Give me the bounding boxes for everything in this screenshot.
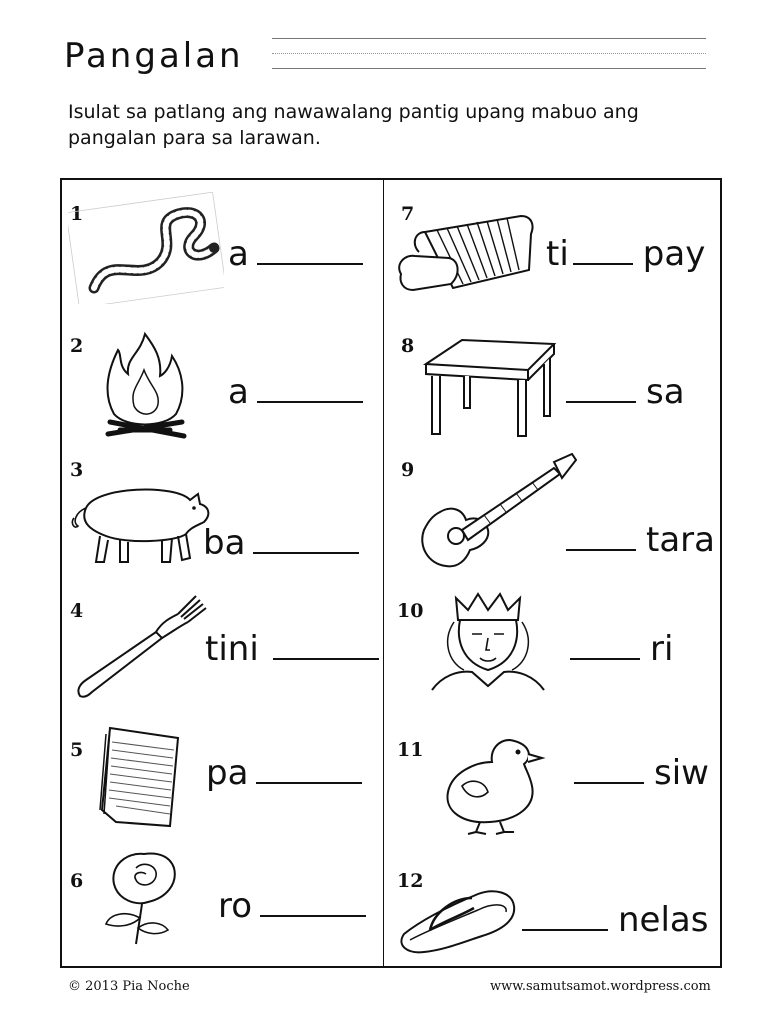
slipper-icon xyxy=(394,882,520,956)
item-1-word: a xyxy=(228,234,363,274)
item-8-word: sa xyxy=(566,372,685,412)
item-number: 4 xyxy=(70,600,84,622)
paper-icon xyxy=(96,722,188,832)
answer-blank[interactable] xyxy=(566,373,636,403)
answer-blank[interactable] xyxy=(566,521,636,551)
name-writing-lines[interactable] xyxy=(272,38,706,69)
answer-blank[interactable] xyxy=(573,235,633,265)
item-number: 6 xyxy=(70,870,84,892)
answer-blank[interactable] xyxy=(574,754,644,784)
item-number: 3 xyxy=(70,459,84,481)
snake-icon xyxy=(68,192,224,304)
fire-icon xyxy=(100,330,190,446)
item-12-word: nelas xyxy=(522,900,708,940)
answer-blank[interactable] xyxy=(256,754,362,784)
answer-blank[interactable] xyxy=(273,630,379,660)
item-number: 8 xyxy=(401,335,415,357)
answer-blank[interactable] xyxy=(253,524,359,554)
guitar-icon xyxy=(414,450,578,572)
item-number: 5 xyxy=(70,739,84,761)
item-number: 10 xyxy=(397,600,424,622)
item-5-word: pa xyxy=(206,753,362,793)
pig-icon xyxy=(66,478,214,568)
item-number: 9 xyxy=(401,459,415,481)
rose-icon xyxy=(96,846,192,946)
name-label: Pangalan xyxy=(64,36,244,76)
bread-icon xyxy=(393,204,539,294)
item-number: 1 xyxy=(70,203,84,225)
answer-blank[interactable] xyxy=(260,887,366,917)
answer-blank[interactable] xyxy=(570,630,640,660)
website-link[interactable]: www.samutsamot.wordpress.com xyxy=(490,979,711,994)
item-4-word: tini xyxy=(205,629,379,669)
item-number: 2 xyxy=(70,335,84,357)
item-number: 12 xyxy=(397,870,424,892)
answer-blank[interactable] xyxy=(257,373,363,403)
item-number: 11 xyxy=(397,739,424,761)
chick-icon xyxy=(440,732,560,836)
answer-blank[interactable] xyxy=(522,901,608,931)
answer-blank[interactable] xyxy=(257,235,363,265)
item-6-word: ro xyxy=(218,886,366,926)
table-icon xyxy=(422,336,558,438)
item-number: 7 xyxy=(401,203,415,225)
column-divider xyxy=(383,178,384,968)
item-9-word: tara xyxy=(566,520,715,560)
item-11-word: siw xyxy=(574,753,709,793)
item-10-word: ri xyxy=(570,629,673,669)
item-2-word: a xyxy=(228,372,363,412)
fork-icon xyxy=(70,592,210,704)
item-7-word: ti pay xyxy=(546,234,706,274)
copyright: © 2013 Pia Noche xyxy=(68,979,190,994)
item-3-word: ba xyxy=(203,523,359,563)
king-icon xyxy=(428,590,548,694)
instructions: Isulat sa patlang ang nawawalang pantig upang mabuo ang pangalan para sa larawan. xyxy=(68,101,639,149)
